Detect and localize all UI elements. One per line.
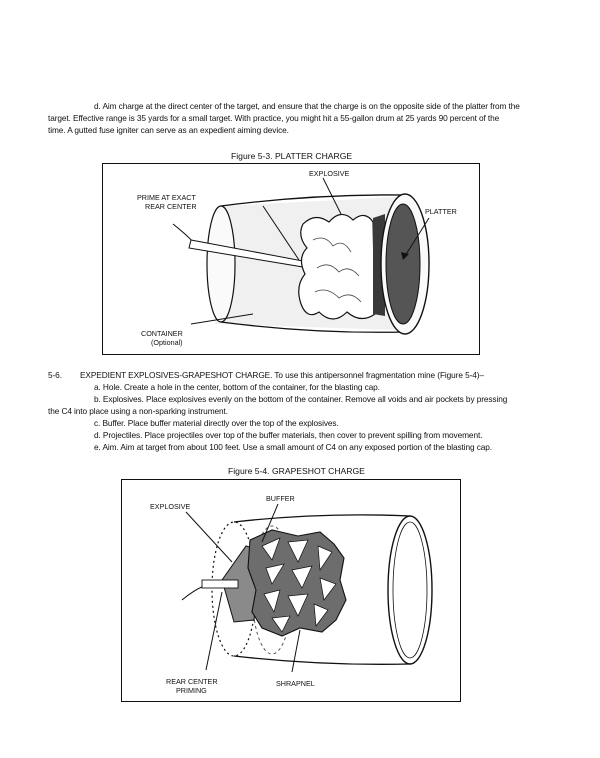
section-number: 5-6. [48,370,62,380]
blasting-cap [202,580,238,588]
step-b-line2: the C4 into place using a non-sparking instrument. [48,406,228,416]
label-explosive: EXPLOSIVE [309,169,350,178]
para-d-line2: target. Effective range is 35 yards for a small target. With practice, you might hit a 55-gallon drum at 25 yards 90 percent of the [48,113,500,123]
para-d-line3: time. A gutted fuse igniter can serve as an expedient aiming device. [48,125,289,135]
step-d: d. Projectiles. Place projectiles over top of the buffer materials, then cover to prevent spilling from movement. [94,430,483,440]
label-optional: (Optional) [151,338,183,347]
step-b-line1: b. Explosives. Place explosives evenly on the bottom of the container. Remove all voids and air pockets by pressing [94,394,508,404]
label-platter: PLATTER [425,207,457,216]
label-container: CONTAINER [141,329,183,338]
section-heading: EXPEDIENT EXPLOSIVES-GRAPESHOT CHARGE. To use this antipersonnel fragmentation mine (Figure 5-4)– [80,370,484,380]
step-a: a. Hole. Create a hole in the center, bottom of the container, for the blasting cap. [94,382,380,392]
label-buffer: BUFFER [266,494,295,503]
front-rim [388,516,432,664]
step-e: e. Aim. Aim at target from about 100 feet. Use a small amount of C4 on any exposed portion of the blasting cap. [94,442,492,452]
platter [386,204,420,324]
figure-5-3-platter-charge [102,163,480,355]
figure-5-3-caption: Figure 5-3. PLATTER CHARGE [231,151,353,161]
step-c: c. Buffer. Place buffer material directly over the top of the explosives. [94,418,339,428]
label-prime-line2: REAR CENTER [145,202,197,211]
fuse-wire [173,224,193,242]
label-rear-line1: REAR CENTER [166,677,218,686]
label-prime-line1: PRIME AT EXACT [137,193,196,202]
label-rear-line2: PRIMING [176,686,207,695]
label-explosive: EXPLOSIVE [150,502,191,511]
figure-5-4-caption: Figure 5-4. GRAPESHOT CHARGE [228,466,365,476]
label-shrapnel: SHRAPNEL [276,679,315,688]
explosive-mass [299,214,375,319]
figure-5-4-grapeshot-charge [121,479,461,702]
para-d-line1: d. Aim charge at the direct center of the target, and ensure that the charge is on the opposite side of the platter from the [94,101,520,111]
